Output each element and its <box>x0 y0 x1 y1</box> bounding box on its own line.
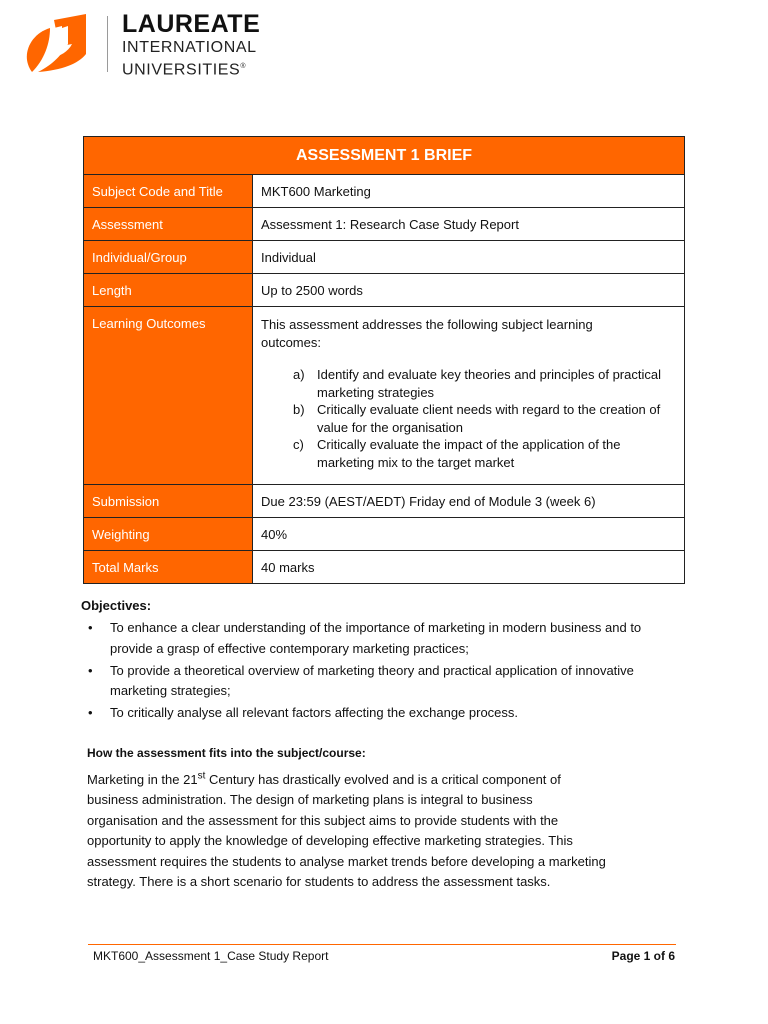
list-item <box>88 661 670 702</box>
list-item <box>88 618 670 659</box>
brand-wordmark <box>122 10 260 79</box>
brand-line-3 <box>122 57 260 79</box>
list-item <box>88 703 670 724</box>
table-row <box>84 175 685 208</box>
fits-superscript: st <box>197 770 206 782</box>
footer-document-name: MKT600_Assessment 1_Case Study Report <box>93 949 329 963</box>
logo-divider <box>107 16 108 72</box>
row-value: MKT600 Marketing <box>253 175 685 208</box>
table-row <box>84 241 685 274</box>
list-item <box>293 401 662 436</box>
row-value: Assessment 1: Research Case Study Report <box>253 208 685 241</box>
list-item-text: Critically evaluate the impact of the application of the marketing mix to the target market <box>317 437 621 470</box>
list-item-text: To provide a theoretical overview of marketing theory and practical application of innovative marketing strategies; <box>110 662 634 698</box>
table-row <box>84 208 685 241</box>
bullet: • <box>88 662 93 678</box>
fits-heading: How the assessment fits into the subject/course: <box>87 746 366 760</box>
footer-divider <box>88 944 676 945</box>
bullet: • <box>88 705 93 720</box>
objectives-heading: Objectives: <box>81 598 152 613</box>
brand-line-3-text: UNIVERSITIES <box>122 61 241 79</box>
row-value: Individual <box>253 241 685 274</box>
row-value: Due 23:59 (AEST/AEDT) Friday end of Module 3 (week 6) <box>253 485 685 518</box>
fits-text-start: Marketing in the 21 <box>87 772 198 787</box>
list-item <box>293 436 662 471</box>
row-value: 40 marks <box>253 551 685 584</box>
row-label: Submission <box>84 485 253 518</box>
row-value: 40% <box>253 518 685 551</box>
row-value: Up to 2500 words <box>253 274 685 307</box>
list-item-text: Identify and evaluate key theories and principles of practical marketing strategies <box>317 367 661 400</box>
brief-title-row <box>84 137 685 175</box>
row-label: Assessment <box>84 208 253 241</box>
table-row <box>84 518 685 551</box>
registered-mark: ® <box>240 63 247 70</box>
footer-page-number: Page 1 of 6 <box>611 949 675 963</box>
row-label: Individual/Group <box>84 241 253 274</box>
row-label: Learning Outcomes <box>84 307 253 485</box>
table-row <box>84 485 685 518</box>
row-label: Length <box>84 274 253 307</box>
laureate-logo-icon <box>24 12 90 74</box>
brief-title: ASSESSMENT 1 BRIEF <box>84 137 685 175</box>
list-marker: a) <box>293 367 305 382</box>
list-item-text: To enhance a clear understanding of the importance of marketing in modern business and to provide a grasp of effective contemporary marketing practices; <box>110 620 642 656</box>
row-label: Subject Code and Title <box>84 175 253 208</box>
list-item <box>293 366 662 401</box>
table-row <box>84 551 685 584</box>
learning-outcomes-intro: This assessment addresses the following subject learning outcomes: <box>261 317 593 350</box>
fits-paragraph <box>87 770 607 892</box>
list-marker: c) <box>293 437 304 452</box>
list-marker: b) <box>293 402 305 417</box>
objectives-list <box>88 618 670 725</box>
brand-line-1: LAUREATE <box>122 10 261 38</box>
fits-text-rest: Century has drastically evolved and is a critical component of business administration. The design of marketing plans is integral to business organisation and the assessment for this subject aims to provide students with the opportunity to apply the knowledge of developing effective marketing strategies. This assessment requires the students to analyse market trends before developing a marketing strategy. There is a short scenario for students to address the assessment tasks. <box>87 772 606 890</box>
assessment-brief-table <box>83 136 685 584</box>
table-row <box>84 274 685 307</box>
row-label: Total Marks <box>84 551 253 584</box>
learning-outcomes-cell <box>253 307 685 485</box>
bullet: • <box>88 620 93 635</box>
list-item-text: Critically evaluate client needs with regard to the creation of value for the organisation <box>317 402 661 435</box>
list-item-text: To critically analyse all relevant factors affecting the exchange process. <box>110 705 519 720</box>
row-label: Weighting <box>84 518 253 551</box>
learning-outcomes-row <box>84 307 685 485</box>
brand-line-2: INTERNATIONAL <box>122 39 257 56</box>
learning-outcomes-list <box>261 366 676 471</box>
